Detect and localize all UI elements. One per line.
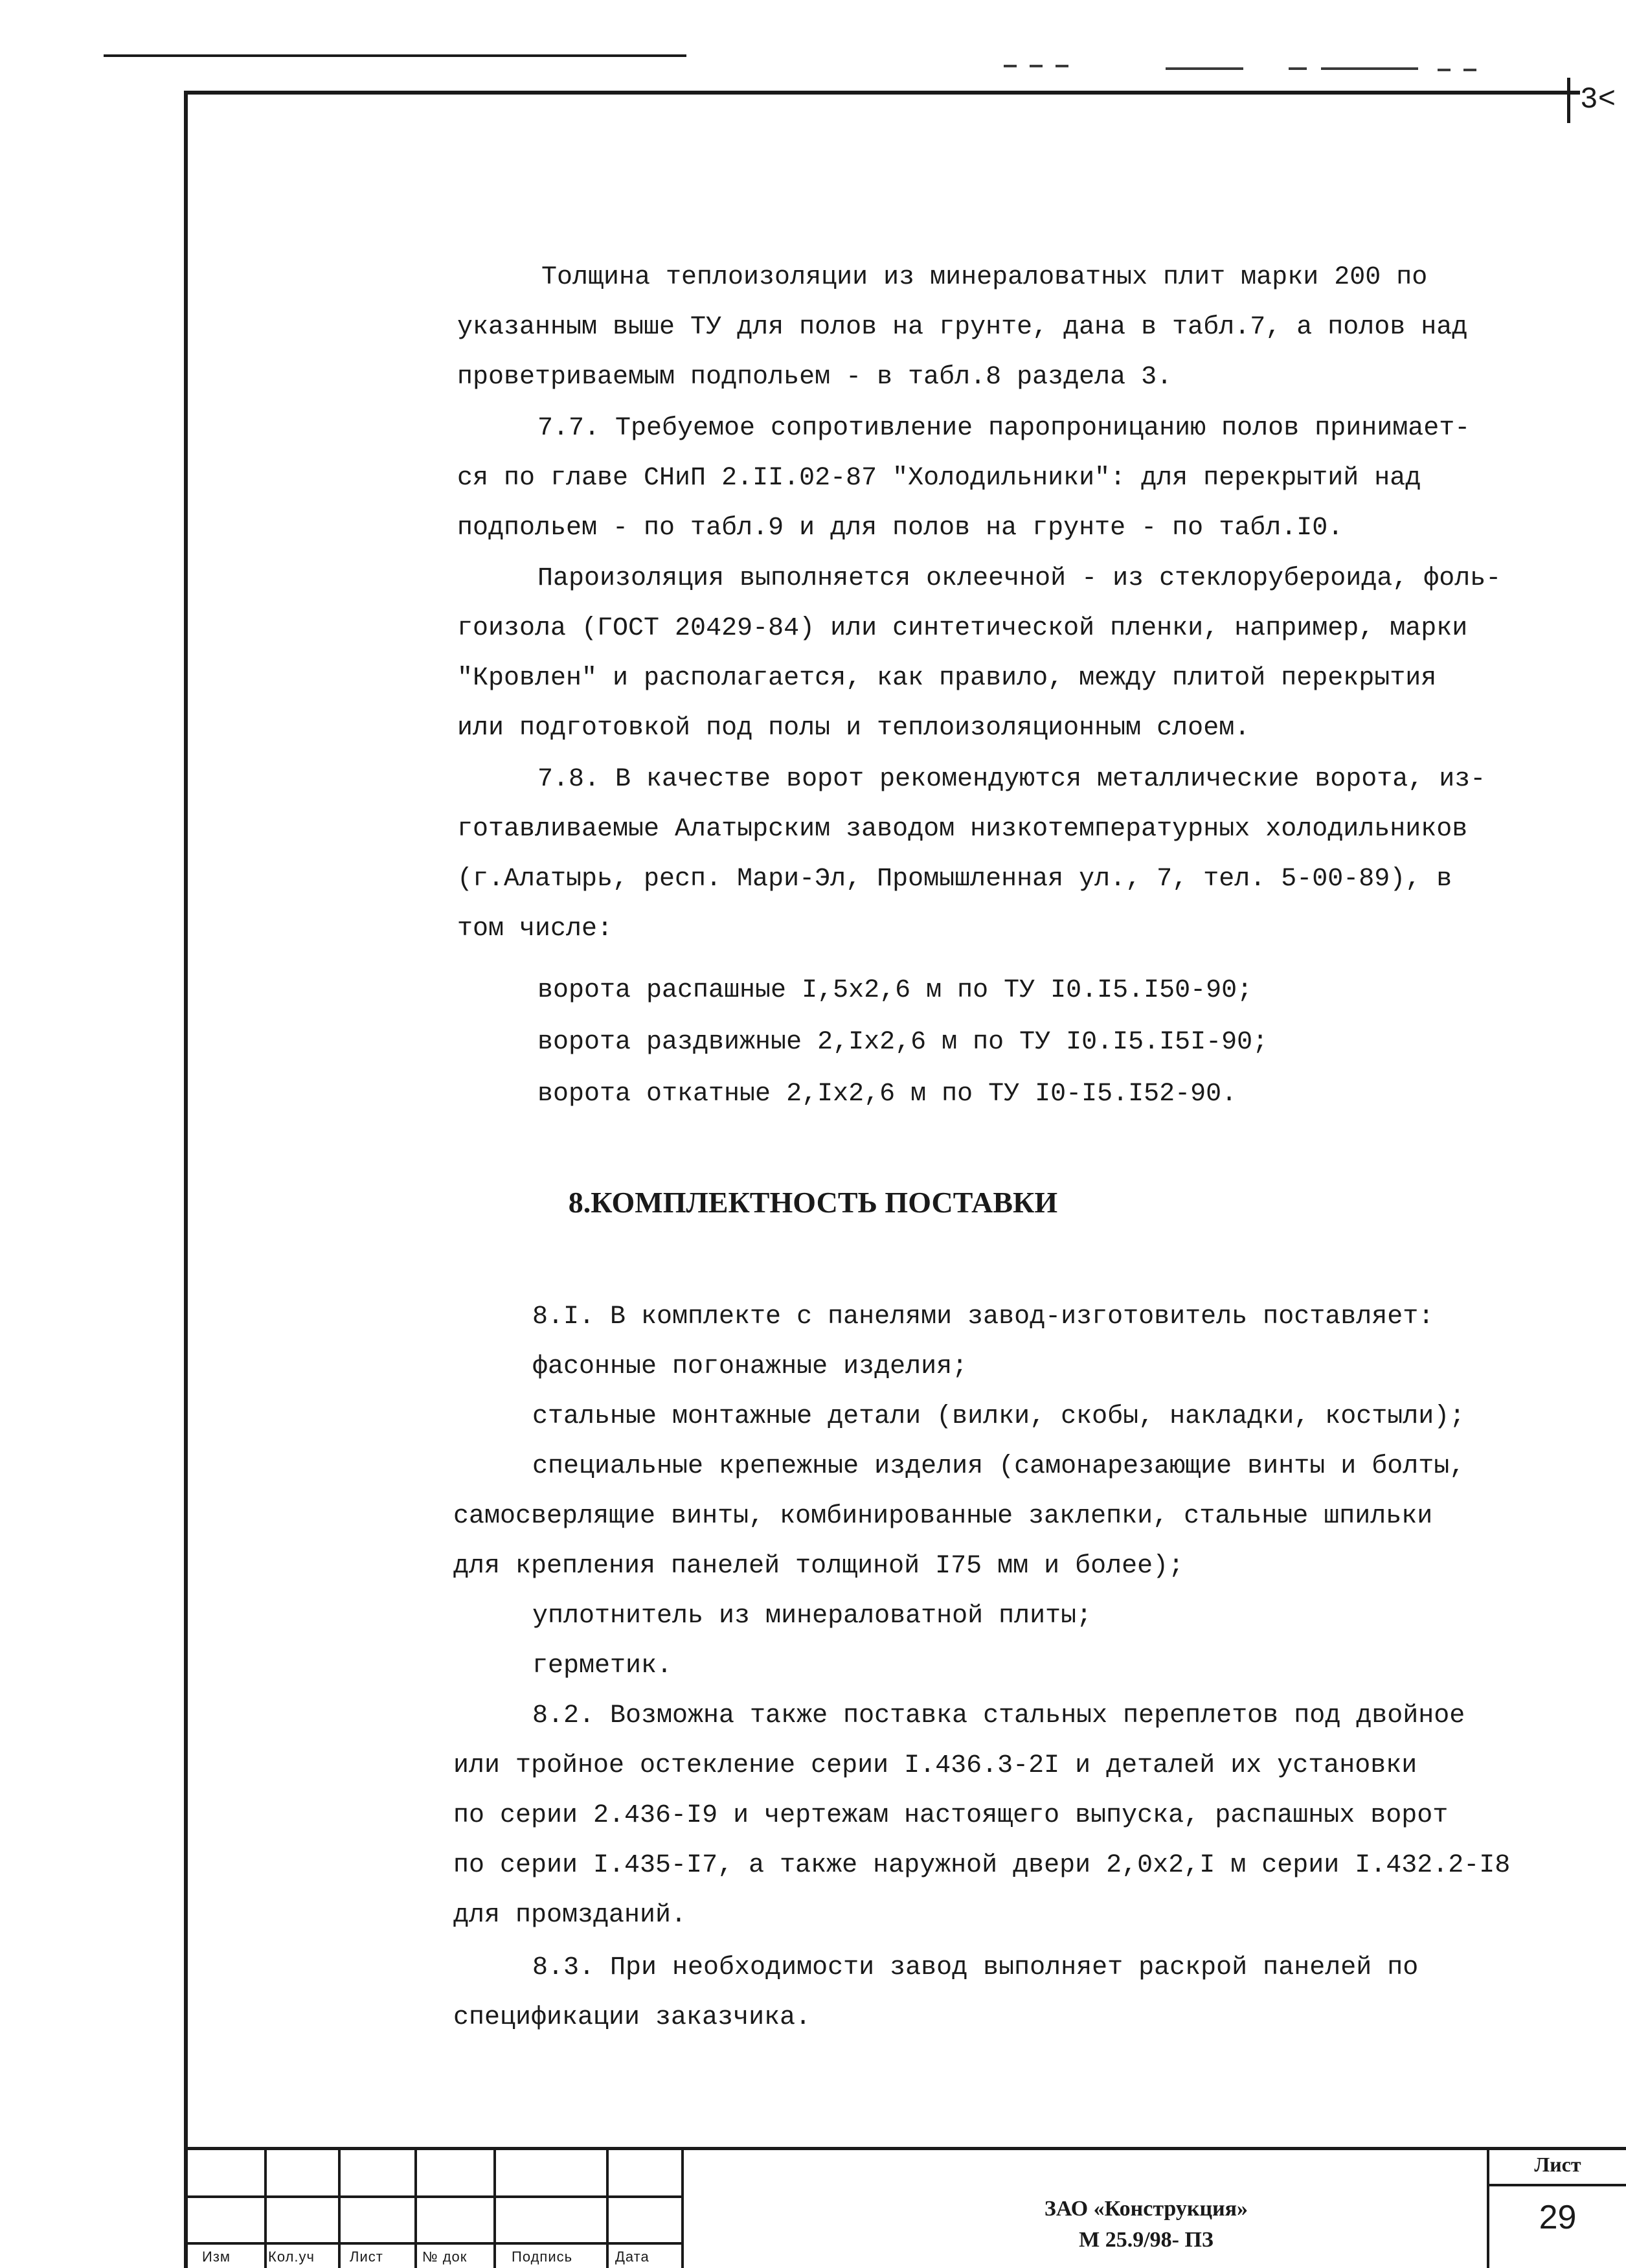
column-label: Изм — [202, 2249, 231, 2265]
title-block-top-line — [188, 2147, 1626, 2150]
paragraph-8-1-cont — [453, 1491, 1432, 1591]
paragraph-7-7 — [537, 403, 1470, 453]
top-dash — [1438, 69, 1451, 71]
column-label: Лист — [350, 2249, 383, 2265]
text-line: уплотнитель из минераловатной плиты; — [532, 1602, 1092, 1631]
paragraph-8-3 — [532, 1943, 1418, 1993]
text-line: самосверлящие винты, комбинированные заклепки, стальные шпильки — [453, 1502, 1433, 1531]
text-line: по серии 2.436-I9 и чертежам настоящего выпуска, распашных ворот — [453, 1801, 1449, 1830]
top-margin-line — [104, 54, 686, 57]
paragraph-8-2-cont — [453, 1741, 1510, 1940]
list-item: ворота откатные 2,Ix2,6 м по ТУ I0-I5.I52-90. — [537, 1080, 1237, 1109]
paragraph-7-7-cont — [457, 453, 1421, 553]
frame-right-tick — [1567, 78, 1570, 123]
sheet-box-line — [1487, 2184, 1626, 2186]
paragraph-8-1 — [532, 1292, 1465, 1491]
text-line: 8.2. Возможна также поставка стальных переплетов под двойное — [532, 1701, 1465, 1730]
company-name: ЗАО «Конструкция» — [1044, 2197, 1248, 2221]
frame-left-border — [184, 91, 188, 2268]
top-dash — [1321, 67, 1418, 70]
paragraph-8-3-cont — [453, 1993, 811, 2043]
text-line: герметик. — [532, 1651, 673, 1681]
paragraph-7-8 — [537, 754, 1485, 804]
text-line: том числе: — [457, 914, 613, 944]
paragraph-vapor-barrier — [537, 554, 1501, 604]
top-dash — [1289, 67, 1307, 70]
text-line: гоизола (ГОСТ 20429-84) или синтетической пленки, например, марки — [457, 614, 1468, 643]
paragraph-vapor-barrier-cont — [457, 604, 1467, 753]
sheet-label: Лист — [1534, 2153, 1581, 2176]
top-dash — [1166, 67, 1243, 70]
paragraph-8-1-items — [532, 1591, 1465, 1741]
text-line: 8.3. При необходимости завод выполняет раскрой панелей по — [532, 1953, 1419, 1982]
revision-column-labels — [188, 2245, 680, 2268]
text-line: проветриваемым подпольем - в табл.8 раздела 3. — [457, 363, 1173, 392]
section-heading: 8.КОМПЛЕКТНОСТЬ ПОСТАВКИ — [568, 1186, 1058, 1219]
text-line: 8.I. В комплекте с панелями завод-изготовитель поставляет: — [532, 1302, 1434, 1332]
column-label: Дата — [615, 2249, 649, 2265]
text-line: фасонные погонажные изделия; — [532, 1352, 968, 1381]
text-line: указанным выше ТУ для полов на грунте, дана в табл.7, а полов над — [457, 313, 1468, 342]
text-line: специальные крепежные изделия (самонарезающие винты и болты, — [532, 1452, 1465, 1481]
text-line: "Кровлен" и располагается, как правило, между плитой перекрытия — [457, 664, 1437, 693]
corner-page-number: 3< — [1580, 83, 1616, 117]
text-line: подпольем - по табл.9 и для полов на грунте - по табл.I0. — [457, 514, 1344, 543]
column-label: Подпись — [512, 2249, 573, 2265]
paragraph-thermal-insulation — [541, 253, 1427, 302]
text-line: ся по главе СНиП 2.II.02-87 "Холодильники": для перекрытий над — [457, 464, 1421, 493]
document-code: М 25.9/98- ПЗ — [1079, 2228, 1214, 2252]
frame-top-border — [184, 91, 1580, 95]
title-block-mid-line — [188, 2195, 684, 2198]
text-line: или тройное остекление серии I.436.3-2I и деталей их установки — [453, 1751, 1417, 1780]
text-line: по серии I.435-I7, а также наружной двери 2,0x2,I м серии I.432.2-I8 — [453, 1851, 1511, 1880]
column-label: № док — [422, 2249, 468, 2265]
text-line: Пароизоляция выполняется оклеечной - из стеклорубероида, фоль- — [537, 564, 1502, 593]
top-dash — [1004, 65, 1017, 67]
list-item: ворота раздвижные 2,Ix2,6 м по ТУ I0.I5.I5I-90; — [537, 1028, 1269, 1057]
text-line: для крепления панелей толщиной I75 мм и более); — [453, 1552, 1184, 1581]
column-label: Кол.уч — [268, 2249, 315, 2265]
text-line: или подготовкой под полы и теплоизоляционным слоем. — [457, 714, 1250, 743]
top-dash — [1463, 69, 1476, 71]
grid-divider — [681, 2147, 684, 2268]
list-item: ворота распашные I,5x2,6 м по ТУ I0.I5.I50-90; — [537, 976, 1253, 1005]
paragraph-7-8-cont — [457, 804, 1467, 954]
top-dash — [1056, 65, 1068, 67]
top-dash — [1030, 65, 1043, 67]
text-line: 7.8. В качестве ворот рекомендуются металлические ворота, из- — [537, 765, 1486, 794]
text-line: готавливаемые Алатырским заводом низкотемпературных холодильников — [457, 815, 1468, 844]
text-line: стальные монтажные детали (вилки, скобы, накладки, костыли); — [532, 1402, 1465, 1431]
paragraph-thermal-insulation-cont — [457, 302, 1467, 402]
text-line: спецификации заказчика. — [453, 2003, 811, 2032]
text-line: для промзданий. — [453, 1901, 687, 1930]
sheet-number: 29 — [1539, 2199, 1577, 2236]
text-line: Толщина теплоизоляции из минераловатных плит марки 200 по — [541, 263, 1428, 292]
text-line: (г.Алатырь, респ. Мари-Эл, Промышленная ул., 7, тел. 5-00-89), в — [457, 865, 1452, 894]
gate-list — [537, 965, 1268, 1120]
text-line: 7.7. Требуемое сопротивление паропроницанию полов принимает- — [537, 414, 1471, 443]
